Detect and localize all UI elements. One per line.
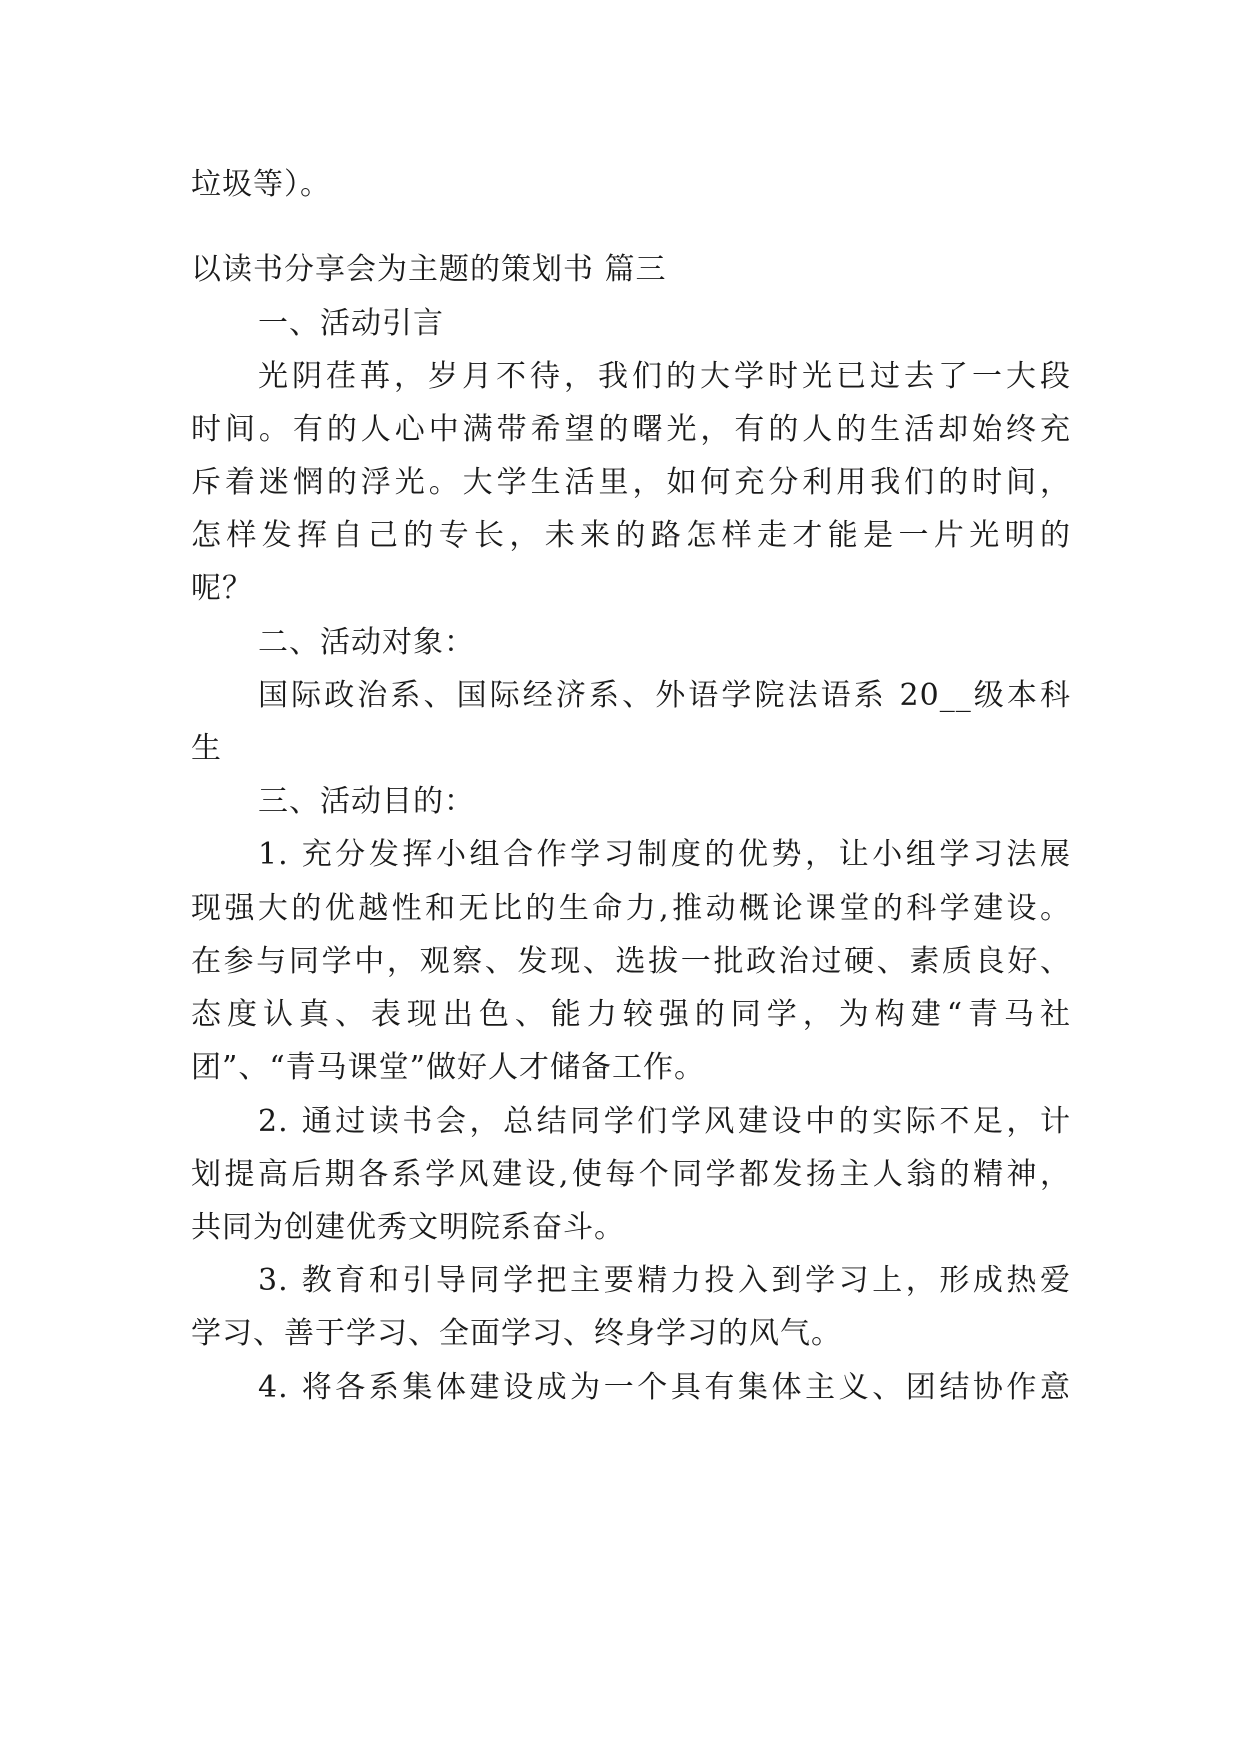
paragraph-line: 学习、善于学习、全面学习、终身学习的风气。 — [191, 1316, 842, 1351]
paragraph-line: 4. 将各系集体建设成为一个具有集体主义、团结协作意 — [258, 1370, 1071, 1405]
heading-activity-target: 二、活动对象： — [258, 625, 475, 660]
heading-activity-intro: 一、活动引言 — [258, 306, 444, 341]
text-line: 垃圾等）。 — [191, 167, 331, 202]
section-title: 以读书分享会为主题的策划书 篇三 — [191, 252, 667, 287]
paragraph-line: 国际政治系、国际经济系、外语学院法语系 20__级本科 — [258, 678, 1071, 713]
paragraph-line: 现强大的优越性和无比的生命力,推动概论课堂的科学建设。 — [191, 891, 1071, 926]
paragraph-line: 3. 教育和引导同学把主要精力投入到学习上，形成热爱 — [258, 1263, 1071, 1298]
paragraph-line: 2. 通过读书会，总结同学们学风建设中的实际不足，计 — [258, 1104, 1071, 1139]
paragraph-line: 怎样发挥自己的专长，未来的路怎样走才能是一片光明的 — [191, 518, 1071, 553]
paragraph-line: 共同为创建优秀文明院系奋斗。 — [191, 1210, 625, 1245]
paragraph-line: 生 — [191, 731, 222, 766]
paragraph-line: 光阴荏苒，岁月不待，我们的大学时光已过去了一大段 — [258, 359, 1071, 394]
paragraph-line: 团”、“青马课堂”做好人才储备工作。 — [191, 1050, 706, 1085]
heading-activity-purpose: 三、活动目的： — [258, 784, 475, 819]
paragraph-line: 在参与同学中，观察、发现、选拔一批政治过硬、素质良好、 — [191, 944, 1071, 979]
paragraph-line: 划提高后期各系学风建设,使每个同学都发扬主人翁的精神， — [191, 1157, 1071, 1192]
paragraph-line: 斥着迷惘的浮光。大学生活里，如何充分利用我们的时间， — [191, 465, 1071, 500]
paragraph-line: 态度认真、表现出色、能力较强的同学，为构建“青马社 — [191, 997, 1071, 1032]
paragraph-line: 时间。有的人心中满带希望的曙光，有的人的生活却始终充 — [191, 412, 1071, 447]
paragraph-line: 1. 充分发挥小组合作学习制度的优势，让小组学习法展 — [258, 837, 1071, 872]
paragraph-line: 呢？ — [191, 571, 253, 606]
